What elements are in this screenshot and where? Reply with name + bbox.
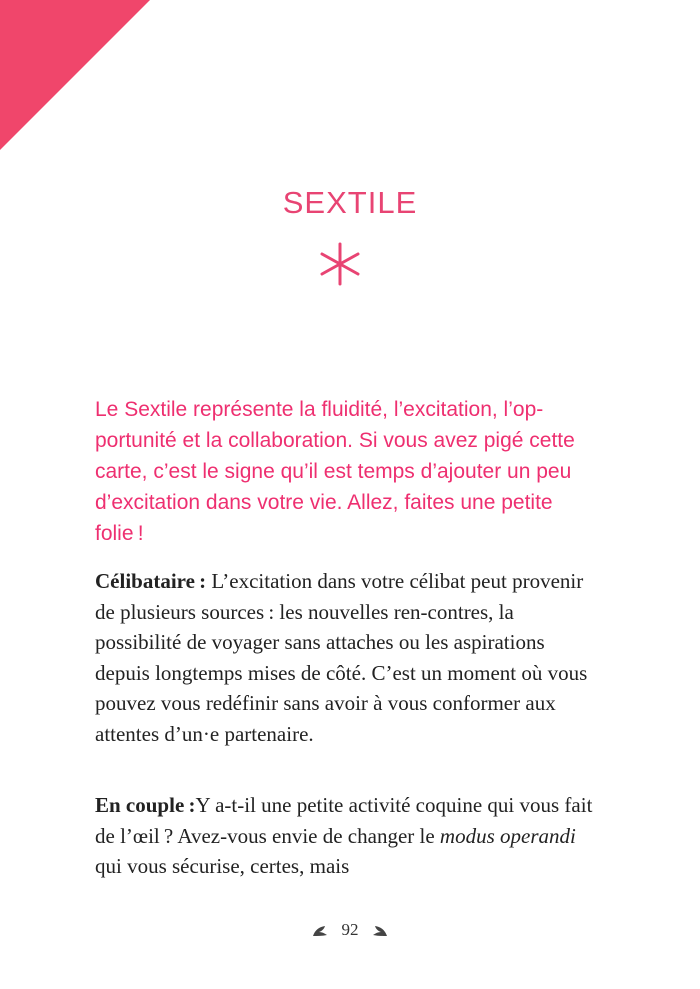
left-ornament-icon: [312, 924, 328, 937]
right-ornament-icon: [372, 924, 388, 937]
page-footer: [0, 920, 700, 940]
single-label: Célibataire :: [95, 569, 207, 593]
intro-paragraph: Le Sextile représente la fluidité, l’excitation, l’op-portunité et la collaboration. Si vous avez pigé cette carte, c’est le signe qu’il est temps d’ajouter un peu d’excitation dans votre vie. Allez, faites une petite folie !: [95, 398, 575, 545]
couple-italic-text: modus operandi: [439, 823, 576, 848]
single-paragraph: [95, 566, 595, 749]
couple-paragraph: [95, 790, 595, 882]
page-title: SEXTILE: [282, 185, 418, 220]
couple-label: En couple :: [95, 793, 196, 817]
couple-text-after: qui vous sécurise, certes, mais: [95, 854, 350, 878]
single-text: L’excitation dans votre célibat peut provenir de plusieurs sources : les nouvelles ren-contres, la possibilité de voyager sans attaches ou les aspirations depuis longtemps mises de côté. C’est un moment où vous pouvez vous redéfinir sans avoir à vous conformer aux attentes d’un·e partenaire.: [95, 569, 588, 746]
page-number: 92: [341, 920, 359, 939]
corner-triangle: [0, 0, 150, 150]
couple-text-before: Y a-t-il une petite activité coquine qui vous fait de l’œil ? Avez-vous envie de changer le: [95, 793, 593, 848]
asterisk-icon: [318, 242, 362, 286]
